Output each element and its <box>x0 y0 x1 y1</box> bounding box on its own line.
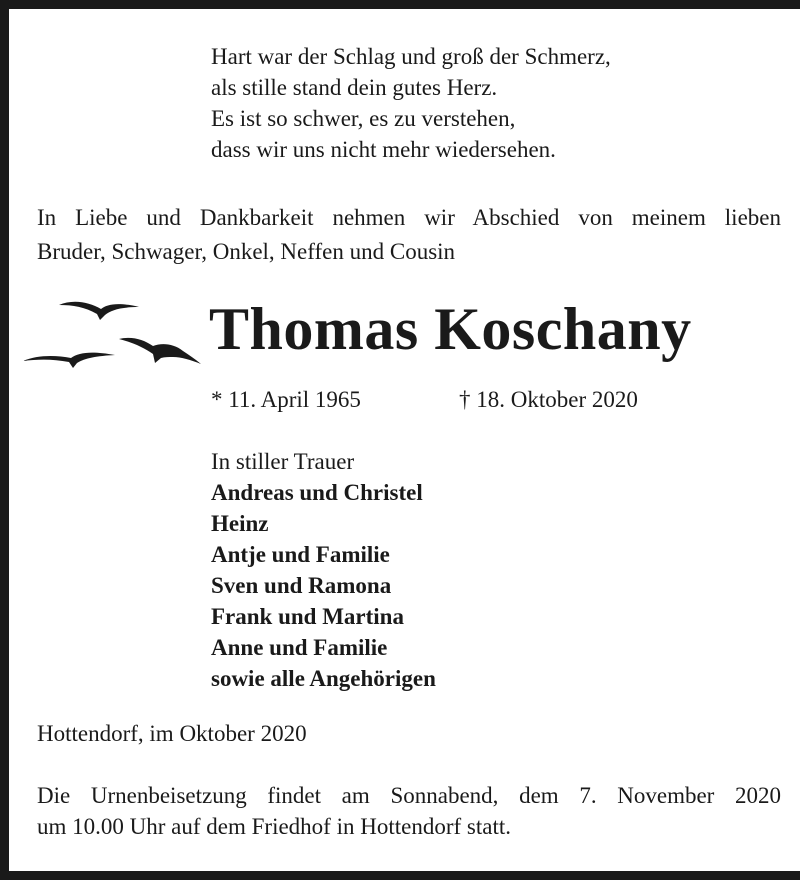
mourner-name: sowie alle Angehörigen <box>211 666 436 691</box>
mourner-name: Anne und Familie <box>211 635 388 660</box>
death-date: † 18. Oktober 2020 <box>459 387 638 412</box>
funeral-info <box>37 780 781 842</box>
intro-line: In Liebe und Dankbarkeit nehmen wir Abschied von meinem lieben <box>37 205 781 230</box>
funeral-line: um 10.00 Uhr auf dem Friedhof in Hottendorf statt. <box>37 814 511 839</box>
poem-line: Es ist so schwer, es zu verstehen, <box>211 106 516 131</box>
mourners-list <box>211 446 436 694</box>
poem-line: dass wir uns nicht mehr wiedersehen. <box>211 137 556 162</box>
mourner-name: Antje und Familie <box>211 542 390 567</box>
mourner-name: Sven und Ramona <box>211 573 392 598</box>
mourner-name: Frank und Martina <box>211 604 404 629</box>
flying-birds-icon <box>23 295 207 375</box>
poem-line: als stille stand dein gutes Herz. <box>211 75 498 100</box>
place-and-date: Hottendorf, im Oktober 2020 <box>37 721 307 746</box>
bird-shape <box>23 353 115 368</box>
intro-line: Bruder, Schwager, Onkel, Neffen und Cousin <box>37 239 456 264</box>
bird-shape <box>119 338 201 364</box>
intro-text <box>37 201 781 269</box>
deceased-name: Thomas Koschany <box>209 296 692 362</box>
life-dates <box>211 385 638 415</box>
funeral-line: Die Urnenbeisetzung findet am Sonnabend, dem 7. November 2020 <box>37 783 781 808</box>
poem-line: Hart war der Schlag und groß der Schmerz, <box>211 44 611 69</box>
mourner-name: Andreas und Christel <box>211 480 423 505</box>
mourner-name: Heinz <box>211 511 269 536</box>
poem <box>211 41 611 165</box>
birth-date: * 11. April 1965 <box>211 387 361 412</box>
mourning-heading: In stiller Trauer <box>211 449 355 474</box>
bird-shape <box>59 302 139 320</box>
